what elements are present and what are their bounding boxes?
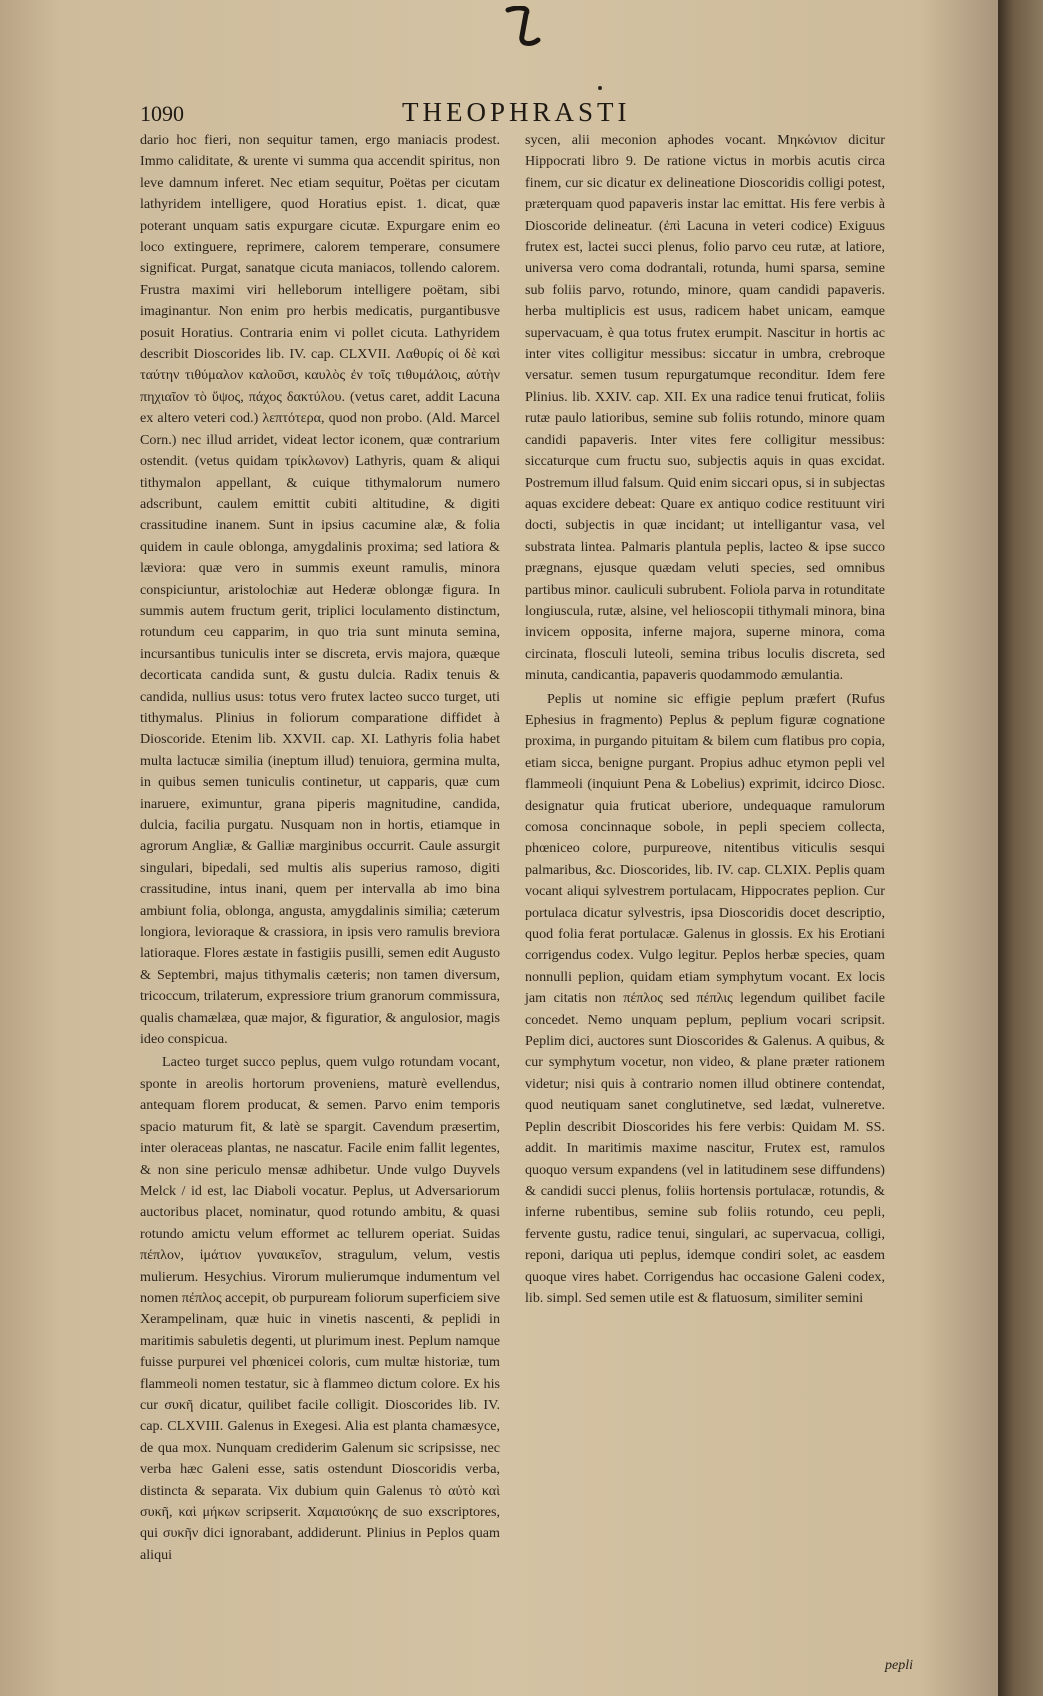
right-column-paragraph: Peplis ut nomine sic effigie peplum præfert (Rufus Ephesius in fragmento) Peplus & peplum figuræ cognatione proxima, in purgando pituitam & bilem cum flatibus pro copia, etiam sicca, benigne purgant. Propius adhuc etymon pepli vel flammeoli (inquiunt Pena & Lobelius) exprimit, idcirco Diosc. designatur quia fruticat uberiore, undequaque ramulorum comosa concinnaque sobole, in pepli speciem collecta, phœniceo colore, purpureove, nitentibus viticulis sesqui palmaribus, &c. Dioscorides, lib. IV. cap. CLXIX. Peplis quam vocant aliqui sylvestrem portulacam, Hippocrates peplion. Cur portulaca dicatur sylvestris, ipsa Dioscoridis docet descriptio, quod folia ferat portulacæ. Galenus in glossis. Ex his Erotiani corrigendus codex. Vulgo legitur. Peplos herbæ species, quam nonnulli peplion, quidam etiam symphytum vocant. Ex locis jam citatis non πέπλος sed πέπλις legendum quilibet facile concedet. Nemo unquam peplum, peplium vocari scripsit. Peplim dici, auctores sunt Dioscorides & Galenus. A quibus, & cur symphytum vocetur, non video, & plane præter rationem videtur; nisi quis à contrario nomen illud obtinere contendat, quod neutiquam sanet conglutinetve, sed lædat, vulneretve. Peplin describit Dioscorides his fere verbis: Quidam M. SS. addit. In maritimis maxime nascitur, Frutex est, ramulos quoquo versum expandens (vel in latitudinem sese diffundens) & candidi succi plenus, foliis hortensis portulacæ, rotundis, & inferne rubentibus, semine sub foliis rotundo, ceu pepli, fervente gustu, radice tenui, singulari, ac supervacua, colligi, reponi, dariqua uti peplus, idemque condiri solet, ac easdem quoque vires habet. Corrigendus hac occasione Galeni codex, lib. simpl. Sed semen utile est & flatuosum, similiter semini xyxy=(525,690,885,1306)
running-head xyxy=(140,97,960,131)
right-column-paragraph: sycen, alii meconion aphodes vocant. Μηκώνιον dicitur Hippocrati libro 9. De ratione victus in morbis acutis circa finem, cur sic dicatur ex delineatione Dioscoridis colligi potest, præterquam quod papaveris instar lac emittat. His fere verbis à Dioscoride delineatur. (ἐπὶ Lacuna in veteri codice) Exiguus frutex est, lactei succi plenus, folio parvo ceu rutæ, at latiore, universa vero coma dodrantali, rotunda, humi sparsa, semine sub foliis parvo, rotundo, minore, quam candidi papaveris. herba multiplicis est usus, radicem habet unicam, eamque supervacuam, è qua totus frutex erumpit. Nascitur in hortis ac inter vites colligitur messibus: siccatur in umbra, crebroque versatur. semen tusum repurgatumque reconditur. Idem fere Plinius. lib. XXIV. cap. XII. Ex una radice tenui fruticat, foliis rutæ paulo latioribus, semine sub foliis rotundo, minore quam candidi papaveris. Inter vites fere colligitur messibus: siccaturque cum fructu suo, subjectis aquis in quas excidat. Postremum illud falsum. Quid enim siccari opus, si in subjectas aquas excidere debeat: Quare ex antiquo codice restituunt viri docti, subjectis in quæ incidant; ut intelligantur vasa, vel substrata lintea. Palmaris plantula peplis, lacteo & ipse succo prægnans, ejusque quædam veluti species, sed omnibus partibus minor. cauliculi subrubent. Foliola parva in rotunditate longiuscula, rutæ, alsine, vel helioscopii tithymali minora, bina invicem opposita, inferne majora, superne minora, coma circinata, flosculi luteoli, semina tribus loculis discreta, sed minuta, candicantia, papaveris quodammodo æmulantia. xyxy=(525,132,885,684)
book-edge-shadow xyxy=(998,0,1043,1696)
page-number: 1090 xyxy=(140,101,184,126)
right-column xyxy=(525,130,885,1309)
left-column-paragraph: Lacteo turget succo peplus, quem vulgo rotundam vocant, sponte in areolis hortorum proveniens, maturè evellendus, antequam florem producat, & semen. Parvo enim temporis spacio maturum fit, & latè se spargit. Cavendum præsertim, inter oleraceas plantas, ne nascatur. Facile enim fallit legentes, & non sine periculo mensæ adhibetur. Unde vulgo Duyvels Melck / id est, lac Diaboli vocatur. Peplus, ut Adversariorum auctoribus placet, nominatur, quod rotundo ambitu, & quasi rotundo amictu velum efformet ac tellurem operiat. Suidas πέπλον, ἱμάτιον γυναικεῖον, stragulum, velum, vestis mulierum. Hesychius. Virorum mulierumque indumentum vel nomen πέπλος accepit, ob purpuream foliorum superficiem sive Xerampelinam, quæ huic in vinetis nascenti, & peplidi in maritimis sabuletis degenti, ut plurimum inest. Peplum namque fuisse purpurei vel phœnicei coloris, cum multæ historiæ, tum flammeoli nomen testatur, sic à flammeo dictum colore. Ex his cur συκῆ dicatur, quilibet facile colligit. Dioscorides lib. IV. cap. CLXVIII. Galenus in Exegesi. Alia est planta chamæsyce, de qua mox. Nunquam crediderim Galenum sic scripsisse, nec verba hæc Galeni esse, satis ostendunt Dioscoridis verba, distincta & separata. Vix dubium quin Galenus τὸ αὐτὸ καὶ συκῆ, καὶ μήκων scripserit. Χαμαισύκης de suo exscriptores, qui συκῆν dici ignorabant, addiderunt. Plinius in Peplos quam aliqui xyxy=(140,1054,500,1563)
left-column xyxy=(140,130,500,1566)
running-title: THEOPHRASTI xyxy=(402,97,631,127)
catchword: pepli xyxy=(885,1658,913,1673)
binding-clip-icon xyxy=(500,6,546,48)
ink-dot xyxy=(598,86,602,90)
left-column-paragraph: dario hoc fieri, non sequitur tamen, ergo maniacis prodest. Immo caliditate, & urente vi summa qua accendit spiritus, non leve damnum inferet. Nec etiam sequitur, Poëtas per cicutam lathyridem intelligere, quod Horatius epist. 1. dicat, quæ poterant unquam satis expurgare cicutæ. Expurgare enim eo loco extinguere, reprimere, calorem temperare, consumere significat. Purgat, sanatque cicuta maniacos, tollendo calorem. Frustra maximi viri helleborum intelligere poëtam, sibi imaginantur. Non enim pro herbis medicatis, purgantibusve posuit Horatius. Contraria enim vi pollet cicuta. Lathyridem describit Dioscorides lib. IV. cap. CLXVII. Λαθυρίς οἱ δὲ καὶ ταύτην τιθύμαλον καλοῦσι, καυλὸς ἐν τοῖς τιθυμάλοις, αὐτὴν πηχιαῖον τὸ ὕψος, πάχος δακτύλου. (vetus caret, addit Lacuna ex altero veteri cod.) λεπτότερα, quod non probo. (Ald. Marcel Corn.) nec illud arridet, videat lector iconem, quæ contrarium ostendit. (vetus quidam τρίκλωνον) Lathyris, quam & aliqui tithymalon appellant, & cuique tithymalorum numero adscribunt, caulem emittit cubiti altitudine, & digiti crassitudine inanem. Sunt in ipsius cacumine alæ, & folia quidem in caule oblonga, amygdalinis proxima; sed latiora & læviora: quæ vero in summis exeunt ramulis, minora conspiciuntur, aristolochiæ aut Hederæ oblongæ figura. In summis autem fructum gerit, triplici loculamento distinctum, rotundum ceu capparim, in quo tria sunt minuta semina, incursantibus tuniculis inter se discreta, ervis majora, quæque decorticata candida sunt, & gustu dulcia. Radix tenuis & candida, nullius usus: totus vero frutex lacteo succo turget, uti tithymalus. Plinius in foliorum comparatione diffidet à Dioscoride. Etenim lib. XXVII. cap. XI. Lathyris folia habet multa lactucæ similia (ineptum illud) tenuiora, germina multa, in quibus semen tuniculis continetur, ut capparis, quæ cum inaruere, eximuntur, grana piperis magnitudine, candida, dulcia, facilia purgatu. Nusquam non in hortis, etiamque in agrorum Angliæ, & Galliæ marginibus occurrit. Caule assurgit singulari, bipedali, sed multis alis superius ramoso, digiti crassitudine, intus inani, quem per intervalla ab imo bina ambiunt folia, oblonga, angusta, amygdalinis similia; cæterum longiora, levioraque & crassiora, in ipsis vero ramulis breviora latioraque. Flores æstate in fastigiis pusilli, semen edit Augusto & Septembri, majus tithymalis cæteris; non tamen diversum, tricoccum, trilaterum, expressiore trium granorum commissura, qualis chamælæa, quæ major, & figuratior, & angulosior, magis ideo conspicua. xyxy=(140,132,500,1048)
